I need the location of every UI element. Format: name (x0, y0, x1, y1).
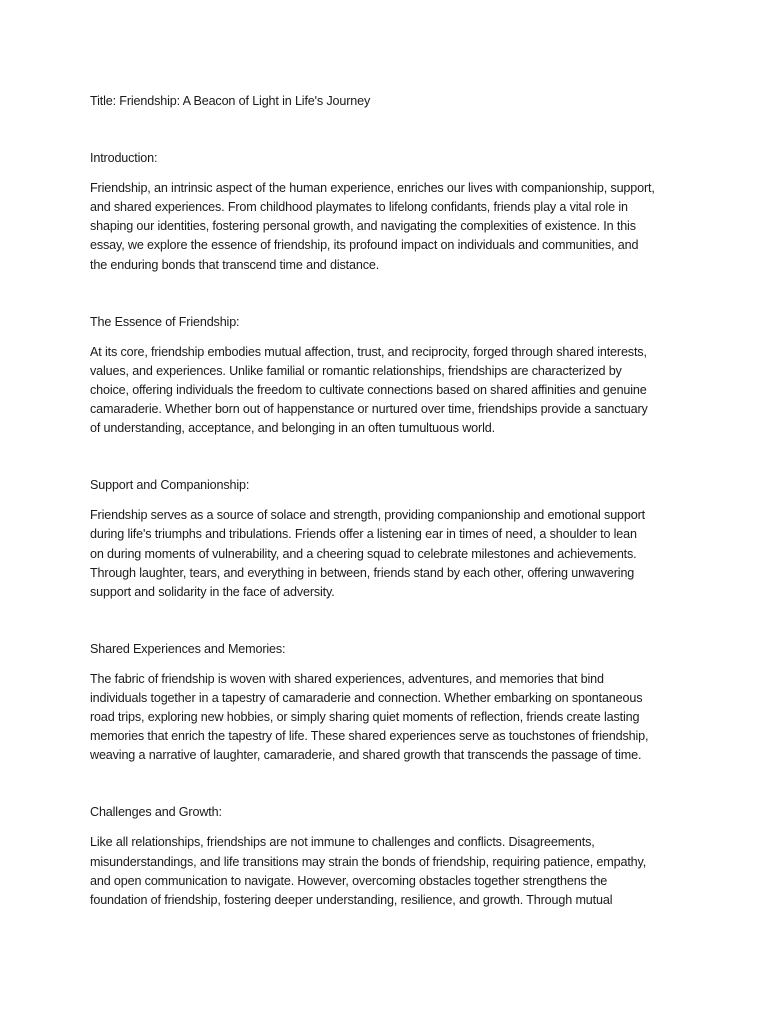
paragraph-line: choice, offering individuals the freedom to cultivate connections based on shared affinities and genuine (90, 382, 647, 397)
paragraph-line: road trips, exploring new hobbies, or simply sharing quiet moments of reflection, friends create lasting (90, 710, 640, 725)
paragraph-line: At its core, friendship embodies mutual affection, trust, and reciprocity, forged through shared interests, (90, 344, 647, 359)
paragraph-line: support and solidarity in the face of adversity. (90, 584, 335, 599)
paragraph-line: weaving a narrative of laughter, camaraderie, and shared growth that transcends the passage of time. (90, 748, 642, 763)
paragraph-line: shaping our identities, fostering personal growth, and navigating the complexities of existence. In this (90, 219, 636, 234)
section-heading-challenges: Challenges and Growth: (90, 805, 222, 820)
paragraph-introduction (90, 179, 680, 274)
paragraph-line: of understanding, acceptance, and belonging in an often tumultuous world. (90, 421, 495, 436)
paragraph-shared-experiences (90, 670, 680, 765)
paragraph-line: and shared experiences. From childhood playmates to lifelong confidants, friends play a vital role in (90, 200, 628, 215)
document-title: Title: Friendship: A Beacon of Light in Life's Journey (90, 94, 371, 108)
paragraph-essence (90, 343, 680, 438)
section-heading-essence: The Essence of Friendship: (90, 314, 240, 329)
paragraph-line: Friendship serves as a source of solace and strength, providing companionship and emotional support (90, 508, 645, 523)
paragraph-line: camaraderie. Whether born out of happenstance or nurtured over time, friendships provide a sanctuary (90, 402, 648, 417)
paragraph-line: Friendship, an intrinsic aspect of the human experience, enriches our lives with companionship, support, (90, 181, 655, 196)
paragraph-line: The fabric of friendship is woven with shared experiences, adventures, and memories that bind (90, 671, 604, 686)
paragraph-line: during life's triumphs and tribulations. Friends offer a listening ear in times of need, a shoulder to lean (90, 527, 637, 542)
section-heading-support: Support and Companionship: (90, 478, 250, 493)
section-heading-introduction: Introduction: (90, 151, 158, 166)
paragraph-line: Like all relationships, friendships are not immune to challenges and conflicts. Disagreements, (90, 835, 595, 850)
paragraph-line: misunderstandings, and life transitions may strain the bonds of friendship, requiring patience, empathy, (90, 854, 647, 869)
paragraph-line: individuals together in a tapestry of camaraderie and connection. Whether embarking on spontaneous (90, 690, 643, 705)
paragraph-line: values, and experiences. Unlike familial or romantic relationships, friendships are characterized by (90, 363, 622, 378)
paragraph-line: essay, we explore the essence of friendship, its profound impact on individuals and communities, and (90, 238, 639, 253)
paragraph-line: Through laughter, tears, and everything in between, friends stand by each other, offering unwavering (90, 565, 635, 580)
paragraph-line: memories that enrich the tapestry of life. These shared experiences serve as touchstones of friendship, (90, 729, 649, 744)
paragraph-line: the enduring bonds that transcend time and distance. (90, 257, 380, 272)
paragraph-support (90, 506, 680, 601)
section-heading-shared-experiences: Shared Experiences and Memories: (90, 641, 286, 656)
paragraph-line: on during moments of vulnerability, and a cheering squad to celebrate milestones and achievements. (90, 546, 637, 561)
paragraph-line: and open communication to navigate. However, overcoming obstacles together strengthens the (90, 873, 608, 888)
paragraph-line: foundation of friendship, fostering deeper understanding, resilience, and growth. Through mutual (90, 892, 613, 907)
document-body (90, 92, 680, 910)
paragraph-challenges (90, 833, 680, 909)
